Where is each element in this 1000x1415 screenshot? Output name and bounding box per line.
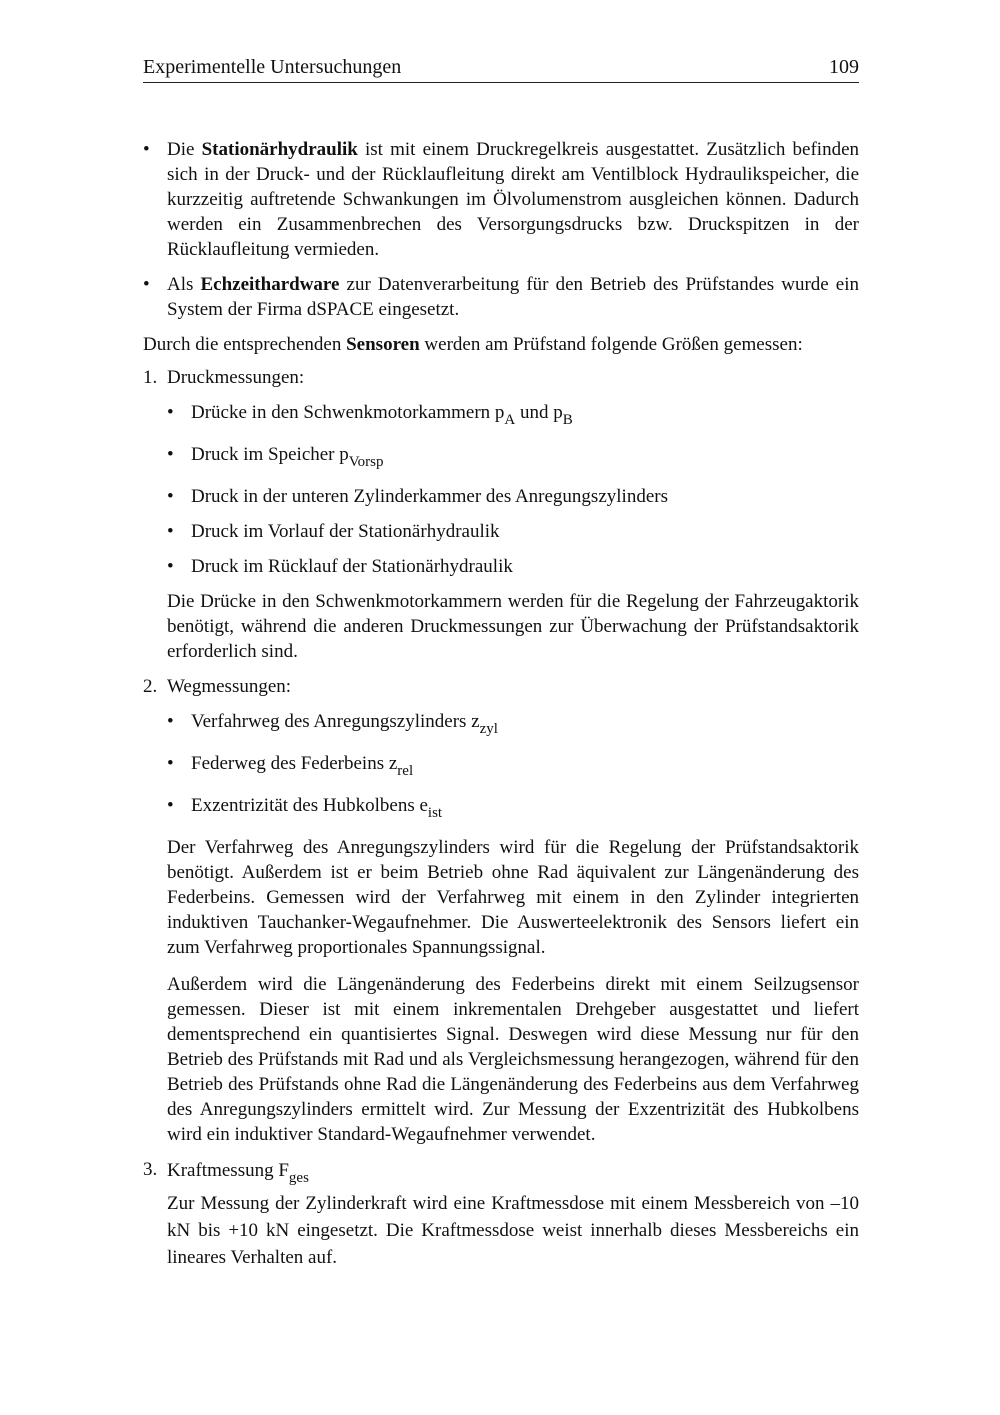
section-title: Kraftmessung $F_{ges}$ [167,1160,309,1186]
section-number: 3. [143,1159,158,1180]
term-echzeithardware: Echzeithardware [200,274,340,295]
section-number: 1. [143,367,158,388]
section-title: Druckmessungen: [167,367,305,388]
chapter-title: Experimentelle Untersuchungen [143,56,402,78]
section-kraftmessung [143,1157,859,1271]
bullet-stationaerhydraulik [143,137,859,262]
page-number: 109 [829,56,859,78]
list-item: • Federweg des Federbeins $z_{rel}$ [167,753,414,779]
list-item: • Druck im Speicher $p_{Vorsp}$ [167,444,384,470]
bullet-mark: • [143,274,150,295]
list-item: • Druck im Vorlauf der Stationärhydraulik [167,521,500,542]
list-item: • Exzentrizität des Hubkolbens $e_{ist}$ [167,795,443,821]
list-item: • Verfahrweg des Anregungszylinders $z_{zyl}$ [167,711,498,737]
list-item: • Druck in der unteren Zylinderkammer des Anregungszylinders [167,486,668,507]
bullet-mark: • [143,139,150,160]
section-wegmessungen [143,674,859,1147]
running-header [143,56,859,83]
section-title: Wegmessungen: [167,676,292,697]
bullet-text: Als Echzeithardware zur Datenverarbeitung für den Betrieb des Prüfstandes wurde ein System der Firma dSPACE eingesetzt. [167,274,859,320]
section-druckmessungen [143,365,859,664]
section-paragraph: Die Drücke in den Schwenkmotorkammern werden für die Regelung der Fahrzeugaktorik benötigt, während die anderen Druckmessungen zur Überwachung der Prüfstandsaktorik erforderlich sind. [167,591,859,662]
displacement-list [167,709,859,821]
body-text [143,137,859,1271]
section-number: 2. [143,676,158,697]
term-sensoren: Sensoren [346,334,420,355]
bullet-text: Die Stationärhydraulik ist mit einem Druckregelkreis ausgestattet. Zusätzlich befinden sich in der Druck- und der Rücklaufleitung direkt am Ventilblock Hydraulikspeicher, die kurzzeitig auftretende Schwankungen im Ölvolumenstrom ausgleichen können. Dadurch werden ein Zusammenbrechen des Versorgungsdrucks bzw. Druckspitzen in der Rücklaufleitung vermieden. [167,139,860,260]
section-paragraph: Zur Messung der Zylinderkraft wird eine Kraftmessdose mit einem Messbereich von –10 kN bis +10 kN eingesetzt. Die Kraftmessdose weist innerhalb dieses Messbereichs ein lineares Verhalten auf. [167,1193,859,1268]
section-paragraph: Außerdem wird die Längenänderung des Federbeins direkt mit einem Seilzugsensor gemessen. Dieser ist mit einem inkrementalen Drehgeber ausgestattet und liefert dementsprechend ein quantisiertes Signal. Deswegen wird diese Messung nur für den Betrieb des Prüfstands mit Rad und als Vergleichsmessung herangezogen, während für den Betrieb des Prüfstands ohne Rad die Längenänderung des Federbeins aus dem Verfahrweg des Anregungszylinders ermittelt wird. Zur Messung der Exzentrizität des Hubkolbens wird ein induktiver Standard-Wegaufnehmer verwendet. [167,974,859,1145]
section-paragraph: Der Verfahrweg des Anregungszylinders wird für die Regelung der Prüfstandsaktorik benötigt. Außerdem ist er beim Betrieb ohne Rad äquivalent zur Längenänderung des Federbeins. Gemessen wird der Verfahrweg mit einem in den Zylinder integrierten induktiven Tauchanker-Wegaufnehmer. Die Auswerteelektronik des Sensors liefert ein zum Verfahrweg proportionales Spannungssignal. [167,837,859,958]
list-item: • Drücke in den Schwenkmotorkammern $p_A$ und $p_B$ [167,402,573,428]
pressure-list [167,400,859,579]
list-item: • Druck im Rücklauf der Stationärhydraulik [167,556,513,577]
sensor-intro: Durch die entsprechenden Sensoren werden am Prüfstand folgende Größen gemessen: [143,334,803,355]
bullet-echtzeithardware [143,272,859,322]
term-stationaerhydraulik: Stationärhydraulik [201,139,358,160]
